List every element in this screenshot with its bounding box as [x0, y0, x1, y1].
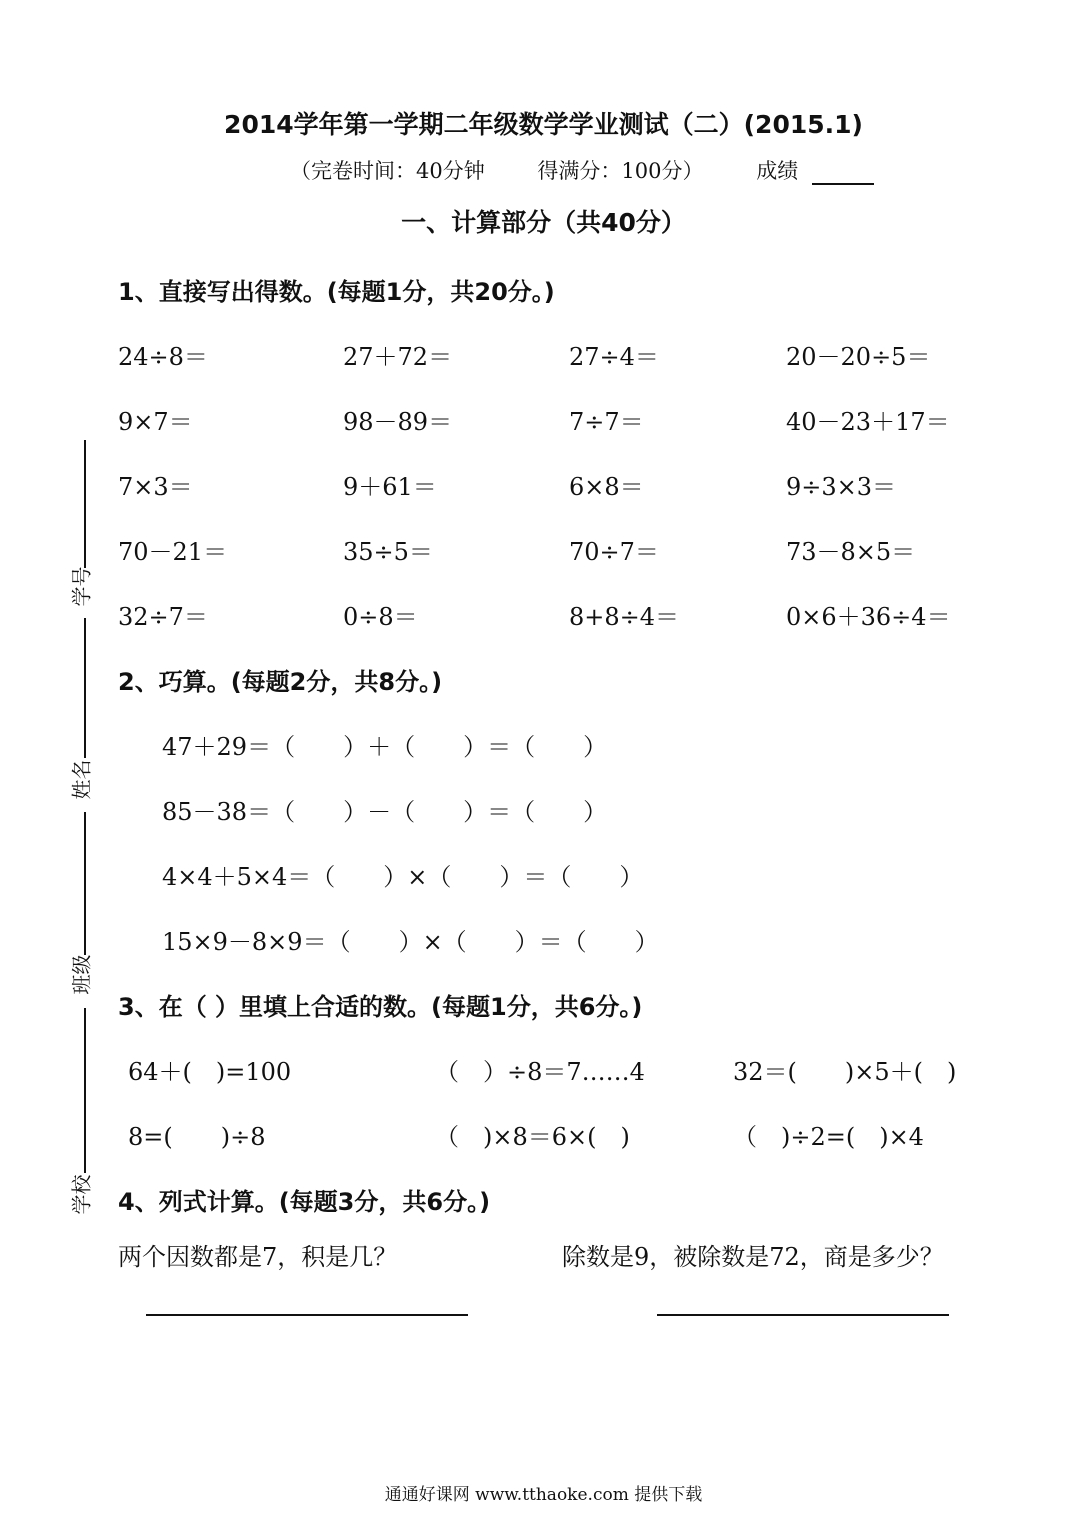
- q1-item: 32÷7＝: [118, 603, 208, 631]
- score-label: 成绩: [756, 159, 799, 183]
- side-line: [84, 812, 86, 955]
- q1-item: 9×7＝: [118, 408, 193, 436]
- exam-meta: [290, 155, 920, 185]
- q1-item: 9＋61＝: [343, 473, 437, 501]
- q3-item: 8=( )÷8: [128, 1123, 266, 1151]
- q3-item: （ )×8＝6×( ): [435, 1123, 630, 1151]
- q4-title: 4、列式计算。(每题3分，共6分。): [118, 1188, 491, 1216]
- exam-title: 2014学年第一学期二年级数学学业测试（二）(2015.1): [224, 110, 863, 139]
- q1-item: 0×6＋36÷4＝: [786, 603, 951, 631]
- q1-item: 9÷3×3＝: [786, 473, 897, 501]
- q1-item: 24÷8＝: [118, 343, 208, 371]
- q3-item: （ )÷2=( )×4: [733, 1123, 924, 1151]
- q1-item: 6×8＝: [569, 473, 644, 501]
- q2-item: 15×9－8×9＝（ ）×（ ）＝（ ）: [162, 928, 659, 956]
- q1-item: 20－20÷5＝: [786, 343, 931, 371]
- side-line: [84, 1008, 86, 1173]
- q4-right-prompt: 除数是9，被除数是72，商是多少？: [562, 1243, 944, 1271]
- score-blank[interactable]: [812, 161, 874, 185]
- q3-title: 3、在（ ）里填上合适的数。(每题1分，共6分。): [118, 993, 643, 1021]
- q2-title: 2、巧算。(每题2分，共8分。): [118, 668, 443, 696]
- q1-item: 7÷7＝: [569, 408, 644, 436]
- q4-left-answer-line[interactable]: [146, 1314, 468, 1316]
- q3-item: （ ）÷8＝7……4: [435, 1058, 645, 1086]
- q3-item: 64＋( )=100: [128, 1058, 292, 1086]
- q1-item: 0÷8＝: [343, 603, 418, 631]
- q1-item: 70÷7＝: [569, 538, 659, 566]
- q1-item: 7×3＝: [118, 473, 193, 501]
- q1-item: 27＋72＝: [343, 343, 453, 371]
- section-title: 一、计算部分（共40分）: [401, 208, 686, 237]
- q1-item: 27÷4＝: [569, 343, 659, 371]
- q3-item: 32＝( )×5＋( ): [733, 1058, 957, 1086]
- footer-source: 通通好课网 www.tthaoke.com 提供下载: [384, 1485, 703, 1505]
- time-limit: （完卷时间：40分钟: [290, 159, 485, 183]
- full-score: 得满分：100分）: [537, 159, 704, 183]
- q2-item: 4×4＋5×4＝（ ）×（ ）＝（ ）: [162, 863, 644, 891]
- side-label-name: 姓名: [69, 759, 94, 800]
- q2-item: 47＋29＝（ ）＋（ ）＝（ ）: [162, 733, 608, 761]
- side-line: [84, 440, 86, 568]
- q1-item: 35÷5＝: [343, 538, 433, 566]
- q1-item: 73－8×5＝: [786, 538, 916, 566]
- q4-left-prompt: 两个因数都是7，积是几？: [118, 1243, 398, 1271]
- side-label-school: 学校: [69, 1174, 94, 1215]
- side-label-class: 班级: [69, 954, 94, 995]
- side-line: [84, 618, 86, 758]
- q1-item: 98－89＝: [343, 408, 453, 436]
- q4-right-answer-line[interactable]: [657, 1314, 949, 1316]
- q1-title: 1、直接写出得数。(每题1分，共20分。): [118, 278, 555, 306]
- q1-item: 40－23＋17＝: [786, 408, 950, 436]
- q1-item: 70－21＝: [118, 538, 228, 566]
- q1-item: 8+8÷4＝: [569, 603, 680, 631]
- side-label-student-no: 学号: [69, 566, 94, 607]
- q2-item: 85－38＝（ ）－（ ）＝（ ）: [162, 798, 608, 826]
